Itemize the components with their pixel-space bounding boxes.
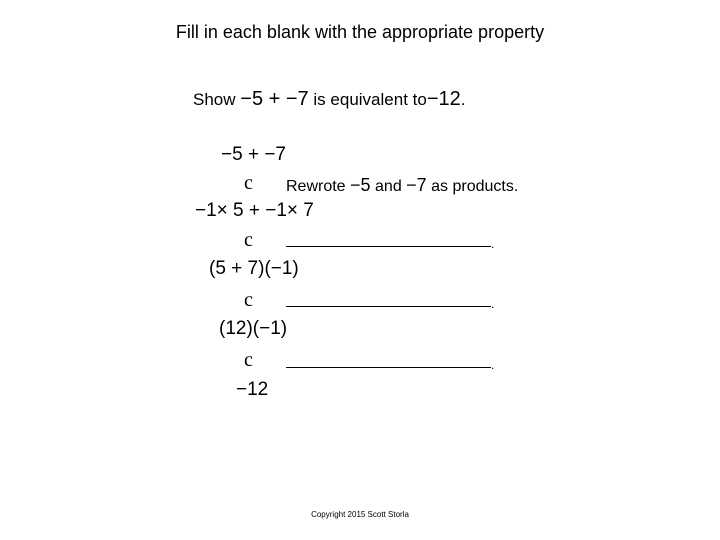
expression-step-4: (12)(−1) — [219, 318, 288, 339]
step-reason-1-number-1: −5 — [350, 175, 371, 195]
copyright-footer: Copyright 2015 Scott Storla — [311, 510, 409, 519]
step-reason-1-lead: Rewrote — [286, 178, 346, 195]
instruction-middle: is equivalent to — [313, 90, 427, 109]
step-reason-1 — [286, 175, 518, 196]
instruction-expression: −5 + −7 — [240, 88, 309, 110]
instruction-result: −12 — [426, 88, 461, 110]
answer-blank-3[interactable] — [286, 367, 491, 368]
expression-step-3: (5 + 7)(−1) — [209, 258, 299, 279]
answer-blank-1-period: . — [491, 237, 495, 251]
instruction-lead: Show — [193, 90, 236, 109]
expression-step-1: −5 + −7 — [221, 144, 286, 165]
answer-blank-2[interactable] — [286, 306, 491, 307]
step-reason-1-number-2: −7 — [406, 175, 427, 195]
instruction-end: . — [460, 90, 466, 109]
expression-step-5: −12 — [236, 379, 269, 400]
step-reason-1-and: and — [375, 178, 402, 195]
step-symbol-2: c — [244, 229, 253, 251]
answer-blank-1[interactable] — [286, 246, 491, 247]
slide-title: Fill in each blank with the appropriate property — [175, 22, 545, 42]
step-reason-1-end: as products. — [431, 178, 519, 195]
answer-blank-3-period: . — [491, 358, 495, 372]
step-symbol-1: c — [244, 172, 253, 194]
step-symbol-4: c — [244, 349, 253, 371]
answer-blank-2-period: . — [491, 297, 495, 311]
step-symbol-3: c — [244, 289, 253, 311]
instruction-line — [193, 88, 465, 111]
expression-step-2: −1× 5 + −1× 7 — [195, 200, 314, 221]
